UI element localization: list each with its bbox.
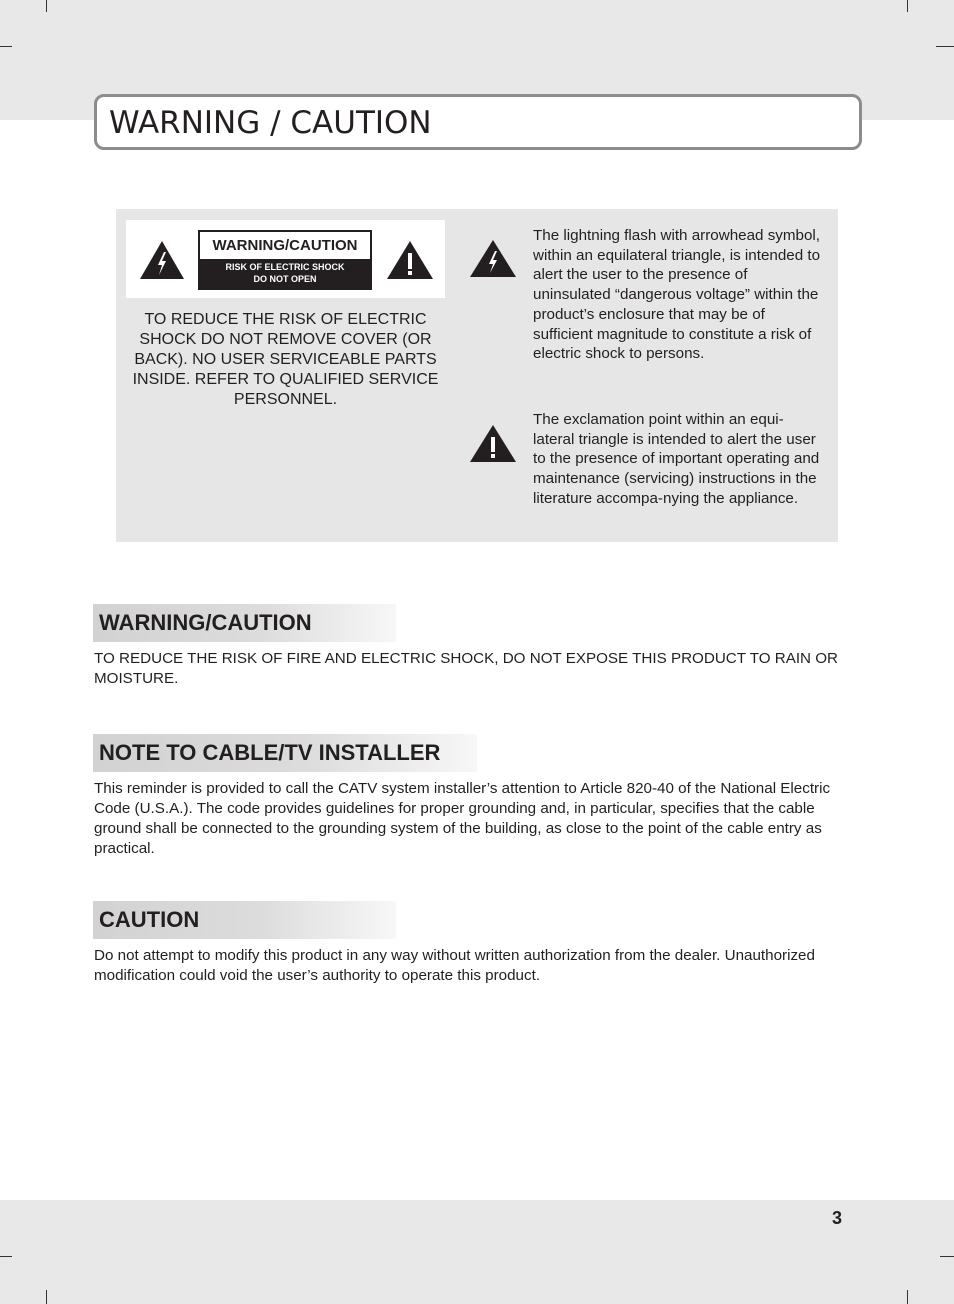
section-heading-installer: [93, 734, 477, 772]
exclamation-triangle-icon: [469, 424, 517, 463]
reduce-risk-text: TO REDUCE THE RISK OF ELECTRIC SHOCK DO NOT REMOVE COVER (OR BACK). NO USER SERVICEABLE PARTS INSIDE. REFER TO QUALIFIED SERVICE PERSONNEL.: [132, 311, 439, 408]
section-heading-text: WARNING/CAUTION: [99, 610, 312, 635]
warning-text: TO REDUCE THE RISK OF FIRE AND ELECTRIC SHOCK, DO NOT EXPOSE THIS PRODUCT TO RAIN OR MOISTURE.: [94, 650, 839, 687]
crop-mark: [0, 1256, 12, 1257]
lightning-triangle-icon: [469, 239, 517, 278]
label-subtext: [198, 261, 372, 285]
crop-mark: [907, 0, 908, 12]
section-heading-warning: [93, 604, 396, 642]
caution-text: Do not attempt to modify this product in any way without written authorization from the dealer. Unauthorized modification could void the user’s authority to operate this product.: [94, 947, 815, 984]
crop-mark: [940, 1256, 954, 1257]
label-line2: DO NOT OPEN: [253, 274, 317, 284]
crop-mark: [46, 0, 47, 12]
crop-mark: [936, 46, 954, 47]
exclamation-triangle-icon: [386, 240, 434, 280]
lightning-triangle-icon: [139, 240, 185, 280]
crop-mark: [46, 1290, 47, 1304]
warning-label-center: [198, 230, 372, 290]
section-heading-caution: [93, 901, 396, 939]
section-heading-text: CAUTION: [99, 907, 200, 932]
page-title-box: [94, 94, 862, 150]
crop-mark: [907, 1290, 908, 1304]
label-line1: RISK OF ELECTRIC SHOCK: [225, 262, 345, 272]
crop-mark: [0, 46, 12, 47]
label-title: WARNING/CAUTION: [200, 232, 370, 259]
exclamation-symbol-description: The exclamation point within an equi-lateral triangle is intended to alert the user to the presence of important operating and maintenance (servicing) instructions in the literature accompa-nying the appliance.: [533, 411, 820, 507]
installer-text: This reminder is provided to call the CATV system installer’s attention to Article 820-40 of the National Electric Code (U.S.A.). The code provides guidelines for proper grounding and, in particular, specifies that the cable ground shall be connected to the grounding system of the building, as close to the point of the cable entry as practical.: [94, 780, 831, 857]
page-title: WARNING / CAUTION: [109, 105, 432, 141]
section-heading-text: NOTE TO CABLE/TV INSTALLER: [99, 740, 441, 765]
footer-band: [0, 1200, 954, 1304]
lightning-symbol-description: The lightning flash with arrowhead symbol, within an equilateral triangle, is intended to alert the user to the presence of uninsulated “dangerous voltage” within the product’s enclosure that may be of sufficient magnitude to constitute a risk of electric shock to persons.: [533, 227, 821, 363]
page-number: 3: [832, 1208, 843, 1228]
